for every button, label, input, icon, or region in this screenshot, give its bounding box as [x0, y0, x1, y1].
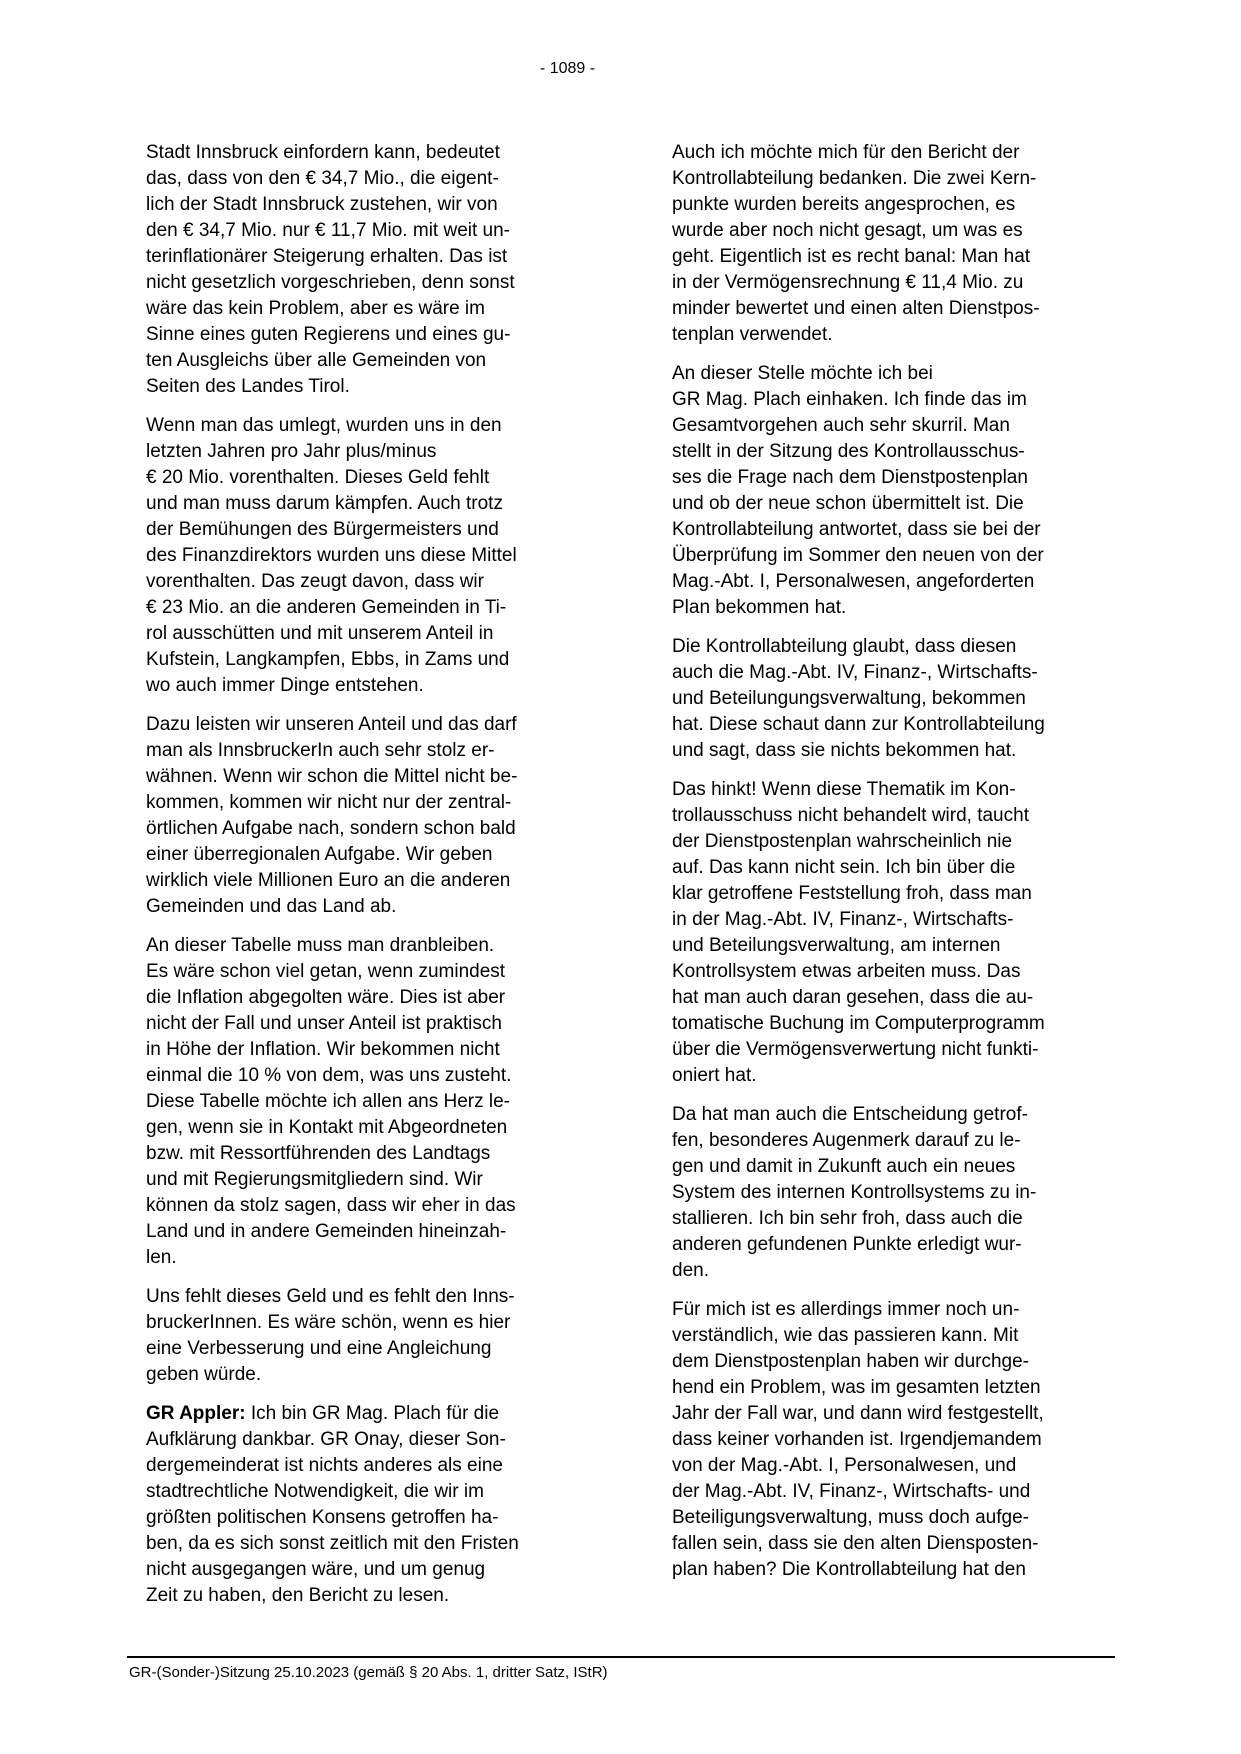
text-line: dem Dienstpostenplan haben wir durchge-	[672, 1351, 1029, 1372]
text-line: GR Mag. Plach einhaken. Ich finde das im	[672, 389, 1027, 410]
text-line: € 20 Mio. vorenthalten. Dieses Geld fehlt	[146, 467, 490, 488]
text-line: Beteiligungsverwaltung, muss doch aufge-	[672, 1507, 1029, 1528]
text-line: Es wäre schon viel getan, wenn zumindest	[146, 961, 506, 982]
paragraph	[672, 361, 1124, 621]
text-line: Die Kontrollabteilung glaubt, dass diesen	[672, 636, 1017, 657]
text-line: und Beteilungungsverwaltung, bekommen	[672, 688, 1026, 709]
paragraph	[672, 1102, 1124, 1284]
text-line: Das hinkt! Wenn diese Thematik im Kon-	[672, 779, 1016, 800]
text-line: dergemeinderat ist nichts anderes als eine	[146, 1455, 503, 1476]
page-number: - 1089 -	[539, 60, 596, 77]
text-line: gen und damit in Zukunft auch ein neues	[672, 1156, 1016, 1177]
text-line: minder bewertet und einen alten Dienstpos-	[672, 298, 1040, 319]
text-line: An dieser Tabelle muss man dranbleiben.	[146, 935, 495, 956]
text-line: und Beteilungsverwaltung, am internen	[672, 935, 1001, 956]
text-line: wo auch immer Dinge entstehen.	[146, 675, 424, 696]
text-line: len.	[146, 1247, 177, 1268]
text-line: Für mich ist es allerdings immer noch un-	[672, 1299, 1020, 1320]
paragraph	[146, 933, 598, 1271]
text-line: hat man auch daran gesehen, dass die au-	[672, 987, 1034, 1008]
footer-session-label: GR-(Sonder-)Sitzung 25.10.2023 (gemäß § 20 Abs. 1, dritter Satz, IStR)	[129, 1664, 608, 1681]
text-line: wurde aber noch nicht gesagt, um was es	[672, 220, 1023, 241]
text-line: fen, besonderes Augenmerk darauf zu le-	[672, 1130, 1021, 1151]
text-line: in der Vermögensrechnung € 11,4 Mio. zu	[672, 272, 1024, 293]
paragraph	[146, 140, 598, 400]
text-line: lich der Stadt Innsbruck zustehen, wir von	[146, 194, 498, 215]
text-line: terinflationärer Steigerung erhalten. Das ist	[146, 246, 508, 267]
text-line: man als InnsbruckerIn auch sehr stolz er-	[146, 740, 495, 761]
text-line: Kontrollsystem etwas arbeiten muss. Das	[672, 961, 1021, 982]
text-line: ten Ausgleichs über alle Gemeinden von	[146, 350, 487, 371]
text-line: den € 34,7 Mio. nur € 11,7 Mio. mit weit un-	[146, 220, 510, 241]
text-line: auch die Mag.-Abt. IV, Finanz-, Wirtschafts-	[672, 662, 1038, 683]
text-line: des Finanzdirektors wurden uns diese Mittel	[146, 545, 517, 566]
text-line: oniert hat.	[672, 1065, 757, 1086]
text-line: hat. Diese schaut dann zur Kontrollabteilung	[672, 714, 1045, 735]
text-line: eine Verbesserung und eine Angleichung	[146, 1338, 492, 1359]
text-line: Gemeinden und das Land ab.	[146, 896, 397, 917]
text-line: und man muss darum kämpfen. Auch trotz	[146, 493, 503, 514]
text-line: wäre das kein Problem, aber es wäre im	[146, 298, 485, 319]
text-line: Mag.-Abt. I, Personalwesen, angeforderten	[672, 571, 1035, 592]
text-line: Auch ich möchte mich für den Bericht der	[672, 142, 1020, 163]
text-line: einer überregionalen Aufgabe. Wir geben	[146, 844, 493, 865]
text-line: plan haben? Die Kontrollabteilung hat den	[672, 1559, 1026, 1580]
text-line: verständlich, wie das passieren kann. Mit	[672, 1325, 1019, 1346]
text-line: ses die Frage nach dem Dienstpostenplan	[672, 467, 1028, 488]
text-line: dass keiner vorhanden ist. Irgendjemandem	[672, 1429, 1042, 1450]
text-line: Dazu leisten wir unseren Anteil und das darf	[146, 714, 517, 735]
text-line: den.	[672, 1260, 709, 1281]
paragraph	[672, 1297, 1124, 1583]
text-line: in der Mag.-Abt. IV, Finanz-, Wirtschafts-	[672, 909, 1014, 930]
text-line: über die Vermögensverwertung nicht funkti-	[672, 1039, 1039, 1060]
text-line: GR Appler: Ich bin GR Mag. Plach für die	[146, 1403, 500, 1424]
text-line: Land und in andere Gemeinden hineinzah-	[146, 1221, 507, 1242]
text-line: nicht ausgegangen wäre, und um genug	[146, 1559, 486, 1580]
text-line: geht. Eigentlich ist es recht banal: Man hat	[672, 246, 1031, 267]
text-line: € 23 Mio. an die anderen Gemeinden in Ti-	[146, 597, 507, 618]
text-line: letzten Jahren pro Jahr plus/minus	[146, 441, 437, 462]
text-line: stadtrechtliche Notwendigkeit, die wir im	[146, 1481, 484, 1502]
text-line: und ob der neue schon übermittelt ist. Die	[672, 493, 1024, 514]
text-line: das, dass von den € 34,7 Mio., die eigent-	[146, 168, 499, 189]
text-line: punkte wurden bereits angesprochen, es	[672, 194, 1016, 215]
text-line: Kontrollabteilung antwortet, dass sie bei der	[672, 519, 1041, 540]
text-line: Wenn man das umlegt, wurden uns in den	[146, 415, 502, 436]
text-line: trollausschuss nicht behandelt wird, taucht	[672, 805, 1029, 826]
text-line: wähnen. Wenn wir schon die Mittel nicht be-	[146, 766, 518, 787]
text-line: einmal die 10 % von dem, was uns zusteht.	[146, 1065, 512, 1086]
text-line: auf. Das kann nicht sein. Ich bin über die	[672, 857, 1016, 878]
text-line: tomatische Buchung im Computerprogramm	[672, 1013, 1045, 1034]
right-column	[672, 140, 1124, 1596]
text-line: bzw. mit Ressortführenden des Landtags	[146, 1143, 491, 1164]
text-line: können da stolz sagen, dass wir eher in das	[146, 1195, 516, 1216]
text-line: An dieser Stelle möchte ich bei	[672, 363, 933, 384]
paragraph	[672, 140, 1124, 348]
text-line: Zeit zu haben, den Bericht zu lesen.	[146, 1585, 450, 1606]
text-line: bruckerInnen. Es wäre schön, wenn es hier	[146, 1312, 511, 1333]
text-line: fallen sein, dass sie den alten Diensposten-	[672, 1533, 1039, 1554]
text-line: Seiten des Landes Tirol.	[146, 376, 350, 397]
text-line: rol ausschütten und mit unserem Anteil in	[146, 623, 494, 644]
text-line: Plan bekommen hat.	[672, 597, 847, 618]
text-line: die Inflation abgegolten wäre. Dies ist aber	[146, 987, 506, 1008]
text-line: Kontrollabteilung bedanken. Die zwei Kern-	[672, 168, 1037, 189]
paragraph	[672, 777, 1124, 1089]
text-line: örtlichen Aufgabe nach, sondern schon bald	[146, 818, 516, 839]
text-line: System des internen Kontrollsystems zu in-	[672, 1182, 1037, 1203]
paragraph	[146, 1284, 598, 1388]
text-line: Gesamtvorgehen auch sehr skurril. Man	[672, 415, 1010, 436]
text-line: in Höhe der Inflation. Wir bekommen nicht	[146, 1039, 500, 1060]
text-line: geben würde.	[146, 1364, 262, 1385]
text-line: hend ein Problem, was im gesamten letzten	[672, 1377, 1041, 1398]
text-line: von der Mag.-Abt. I, Personalwesen, und	[672, 1455, 1017, 1476]
text-line: vorenthalten. Das zeugt davon, dass wir	[146, 571, 484, 592]
text-line: Kufstein, Langkampfen, Ebbs, in Zams und	[146, 649, 510, 670]
text-line: tenplan verwendet.	[672, 324, 833, 345]
text-line: Stadt Innsbruck einfordern kann, bedeutet	[146, 142, 500, 163]
text-line: Überprüfung im Sommer den neuen von der	[672, 545, 1044, 566]
text-line: Uns fehlt dieses Geld und es fehlt den Inns-	[146, 1286, 515, 1307]
text-line: größten politischen Konsens getroffen ha-	[146, 1507, 499, 1528]
text-line: klar getroffene Feststellung froh, dass man	[672, 883, 1032, 904]
text-line: nicht gesetzlich vorgeschrieben, denn sonst	[146, 272, 515, 293]
text-line: und sagt, dass sie nichts bekommen hat.	[672, 740, 1017, 761]
text-line: und mit Regierungsmitgliedern sind. Wir	[146, 1169, 483, 1190]
text-line: nicht der Fall und unser Anteil ist praktisch	[146, 1013, 502, 1034]
text-line: der Dienstpostenplan wahrscheinlich nie	[672, 831, 1013, 852]
text-line: Diese Tabelle möchte ich allen ans Herz le-	[146, 1091, 510, 1112]
text-line: gen, wenn sie in Kontakt mit Abgeordneten	[146, 1117, 508, 1138]
left-column	[146, 140, 598, 1622]
text-line: Aufklärung dankbar. GR Onay, dieser Son-	[146, 1429, 506, 1450]
paragraph	[146, 413, 598, 699]
text-line: ben, da es sich sonst zeitlich mit den Fristen	[146, 1533, 519, 1554]
text-line: Sinne eines guten Regierens und eines gu-	[146, 324, 511, 345]
text-line: anderen gefundenen Punkte erledigt wur-	[672, 1234, 1022, 1255]
paragraph	[146, 712, 598, 920]
speaker-name: GR Appler:	[146, 1403, 246, 1424]
paragraph	[146, 1401, 598, 1609]
text-line: stellt in der Sitzung des Kontrollausschus-	[672, 441, 1025, 462]
text-line: kommen, kommen wir nicht nur der zentral-	[146, 792, 512, 813]
text-line: der Mag.-Abt. IV, Finanz-, Wirtschafts- und	[672, 1481, 1031, 1502]
paragraph	[672, 634, 1124, 764]
text-line: der Bemühungen des Bürgermeisters und	[146, 519, 499, 540]
text-line: wirklich viele Millionen Euro an die anderen	[146, 870, 511, 891]
text-line: Jahr der Fall war, und dann wird festgestellt,	[672, 1403, 1044, 1424]
footer-divider	[127, 1656, 1115, 1658]
text-line: stallieren. Ich bin sehr froh, dass auch die	[672, 1208, 1023, 1229]
text-line: Da hat man auch die Entscheidung getrof-	[672, 1104, 1028, 1125]
